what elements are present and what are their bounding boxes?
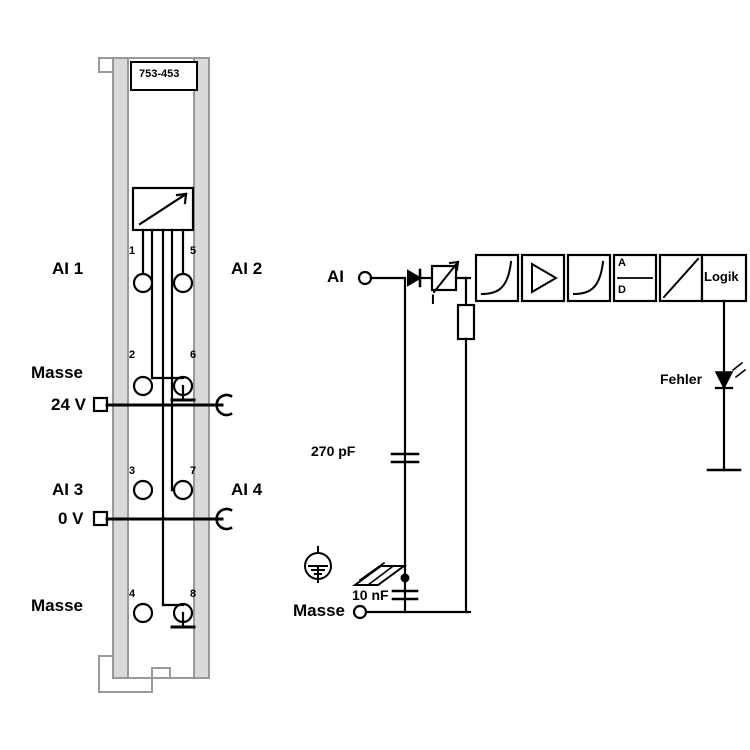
terminal-label-24v: 24 V (51, 395, 86, 414)
ai-input-node (359, 272, 371, 284)
protection-diode (408, 271, 420, 285)
logic-label: Logik (704, 269, 739, 284)
module-front (128, 58, 197, 678)
bus-contact-24v (94, 398, 107, 411)
shield-clamp-symbol (355, 563, 404, 585)
error-led (716, 372, 732, 388)
terminal-label-ai4: AI 4 (231, 480, 263, 499)
bus-contact-0v (94, 512, 107, 525)
pin-label-8: 8 (190, 588, 197, 600)
current-label: I (431, 291, 435, 307)
terminal-label-0v: 0 V (58, 509, 84, 528)
cap-10nf-label: 10 nF (352, 587, 389, 603)
input-resistor (458, 305, 474, 339)
pin-label-1: 1 (129, 245, 136, 257)
pin-label-2: 2 (129, 349, 136, 361)
terminal-label-ai1: AI 1 (52, 259, 84, 278)
pin-label-7: 7 (190, 465, 197, 477)
pin-label-3: 3 (129, 465, 136, 477)
pin-label-6: 6 (190, 349, 197, 361)
terminal-label-ai3: AI 3 (52, 480, 84, 499)
block-input-label: AI (327, 267, 344, 286)
terminal-2 (134, 377, 152, 395)
terminal-7 (174, 481, 192, 499)
junction-dot-1 (401, 574, 410, 583)
terminal-1 (134, 274, 152, 292)
pin-label-4: 4 (129, 588, 136, 600)
terminal-4 (134, 604, 152, 622)
cap-270pf-label: 270 pF (311, 443, 356, 459)
block-masse-label: Masse (293, 601, 345, 620)
terminal-label-masse-bottom: Masse (31, 596, 83, 615)
terminal-3 (134, 481, 152, 499)
module-top-hook (99, 58, 113, 72)
earth-ground-symbol (305, 547, 331, 582)
part-number-label: 753-453 (139, 68, 180, 80)
terminal-5 (174, 274, 192, 292)
terminal-label-masse-top: Masse (31, 363, 83, 382)
error-label: Fehler (660, 371, 703, 387)
ad-label-a: A (618, 257, 626, 269)
ad-label-d: D (618, 284, 626, 296)
masse-node (354, 606, 366, 618)
terminal-label-ai2: AI 2 (231, 259, 263, 278)
pin-label-5: 5 (190, 245, 197, 257)
